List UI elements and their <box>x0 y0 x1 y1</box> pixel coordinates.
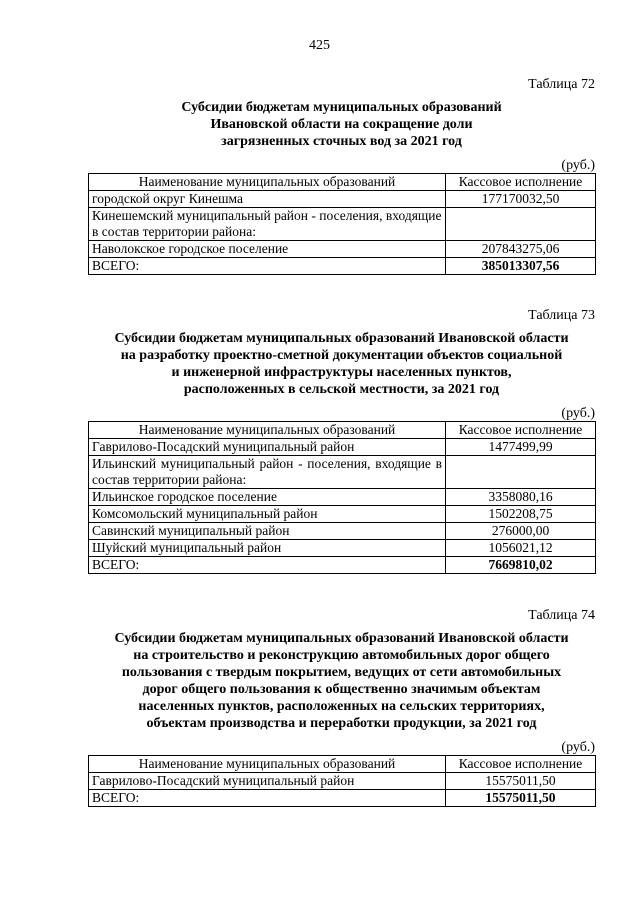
header-value: Кассовое исполнение <box>446 756 596 773</box>
row-name: Ильинское городское поселение <box>89 489 446 506</box>
table-header-row <box>89 422 596 439</box>
total-name: ВСЕГО: <box>89 790 446 807</box>
row-value: 177170032,50 <box>446 191 596 208</box>
row-name: Кинешемский муниципальный район - поселения, входящие в состав территории района: <box>89 208 446 241</box>
table-label: Таблица 74 <box>528 608 595 623</box>
row-value <box>446 208 596 241</box>
total-row <box>89 258 596 275</box>
table-label: Таблица 73 <box>528 308 595 323</box>
row-value: 15575011,50 <box>446 773 596 790</box>
title-line: расположенных в сельской местности, за 2021 год <box>183 382 500 397</box>
table-title <box>88 330 595 398</box>
row-value: 1477499,99 <box>446 439 596 456</box>
total-value: 7669810,02 <box>446 557 596 574</box>
title-line: на строительство и реконструкцию автомобильных дорог общего <box>133 648 550 663</box>
data-table <box>88 421 596 574</box>
table-title <box>88 99 595 150</box>
table-74-block <box>88 608 595 807</box>
table-label: Таблица 72 <box>528 77 595 92</box>
row-name: городской округ Кинешма <box>89 191 446 208</box>
row-value: 1056021,12 <box>446 540 596 557</box>
total-name: ВСЕГО: <box>89 258 446 275</box>
row-value: 207843275,06 <box>446 241 596 258</box>
table-72-block <box>88 77 595 275</box>
unit-label: (руб.) <box>561 406 595 421</box>
data-table <box>88 173 596 275</box>
total-value: 15575011,50 <box>446 790 596 807</box>
row-name: Гаврилово-Посадский муниципальный район <box>89 773 446 790</box>
title-line: дорог общего пользования к общественно значимым объектам <box>142 682 541 697</box>
row-value <box>446 456 596 489</box>
row-value: 1502208,75 <box>446 506 596 523</box>
table-row <box>89 540 596 557</box>
table-row <box>89 773 596 790</box>
title-line: населенных пунктов, расположенных на сельских территориях, <box>138 699 545 714</box>
total-value: 385013307,56 <box>446 258 596 275</box>
title-line: и инженерной инфраструктуры населенных пунктов, <box>171 365 512 380</box>
header-name: Наименование муниципальных образований <box>89 422 446 439</box>
title-line: Субсидии бюджетам муниципальных образований Ивановской области <box>114 631 569 646</box>
table-header-row <box>89 174 596 191</box>
title-line: Субсидии бюджетам муниципальных образований <box>181 100 502 115</box>
header-name: Наименование муниципальных образований <box>89 756 446 773</box>
row-name: Наволокское городское поселение <box>89 241 446 258</box>
data-table <box>88 755 596 807</box>
header-value: Кассовое исполнение <box>446 422 596 439</box>
table-row <box>89 241 596 258</box>
table-row <box>89 456 596 489</box>
total-name: ВСЕГО: <box>89 557 446 574</box>
table-row <box>89 208 596 241</box>
table-row <box>89 523 596 540</box>
title-line: Ивановской области на сокращение доли <box>210 117 473 132</box>
title-line: объектам производства и переработки продукции, за 2021 год <box>146 716 537 731</box>
header-value: Кассовое исполнение <box>446 174 596 191</box>
unit-label: (руб.) <box>561 740 595 755</box>
table-73-block <box>88 308 595 574</box>
row-value: 276000,00 <box>446 523 596 540</box>
unit-label: (руб.) <box>561 158 595 173</box>
row-name: Гаврилово-Посадский муниципальный район <box>89 439 446 456</box>
page-number: 425 <box>309 38 330 53</box>
header-name: Наименование муниципальных образований <box>89 174 446 191</box>
table-row <box>89 191 596 208</box>
title-line: пользования с твердым покрытием, ведущих от сети автомобильных <box>121 665 562 680</box>
table-row <box>89 489 596 506</box>
row-name: Ильинский муниципальный район - поселения, входящие в состав территории района: <box>89 456 446 489</box>
total-row <box>89 557 596 574</box>
row-name: Комсомольский муниципальный район <box>89 506 446 523</box>
table-row <box>89 439 596 456</box>
title-line: загрязненных сточных вод за 2021 год <box>221 134 462 149</box>
table-row <box>89 506 596 523</box>
row-value: 3358080,16 <box>446 489 596 506</box>
title-line: Субсидии бюджетам муниципальных образований Ивановской области <box>114 331 569 346</box>
row-name: Шуйский муниципальный район <box>89 540 446 557</box>
row-name: Савинский муниципальный район <box>89 523 446 540</box>
table-title <box>88 630 595 732</box>
title-line: на разработку проектно-сметной документации объектов социальной <box>120 348 563 363</box>
total-row <box>89 790 596 807</box>
table-header-row <box>89 756 596 773</box>
